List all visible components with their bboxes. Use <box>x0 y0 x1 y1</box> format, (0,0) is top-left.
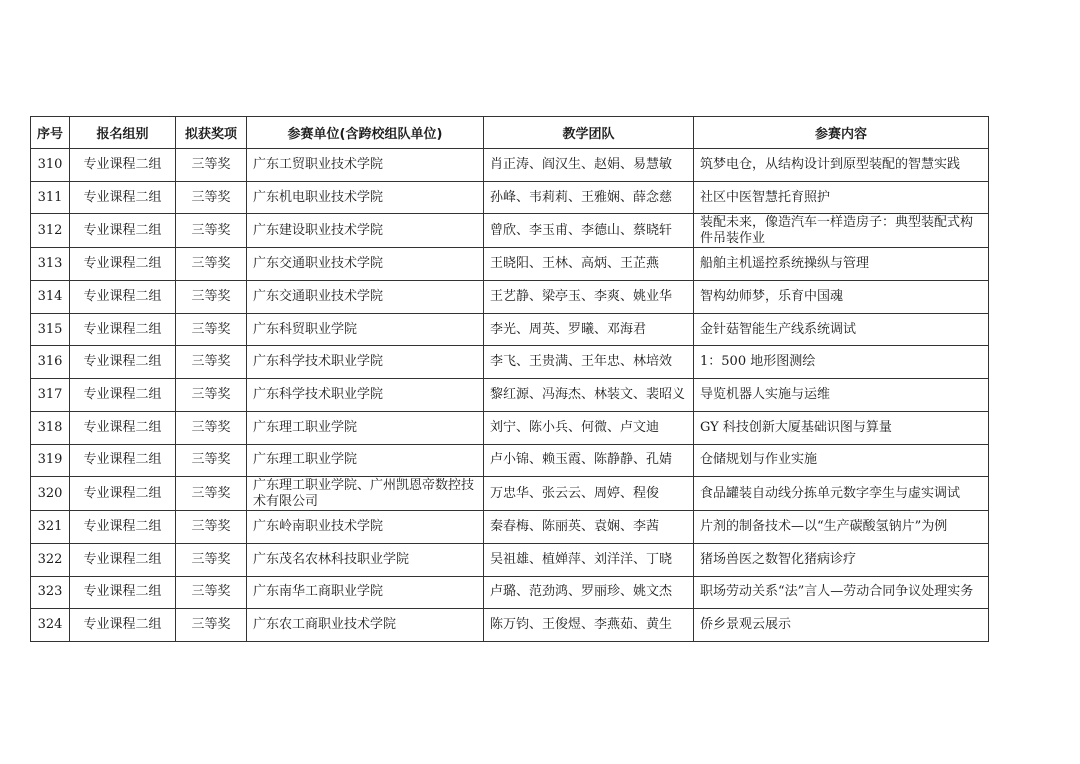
cell-team: 吴祖雄、植婵萍、刘洋洋、丁晓 <box>484 543 694 576</box>
cell-award: 三等奖 <box>176 511 247 544</box>
cell-team: 万忠华、张云云、周婷、程俊 <box>484 477 694 511</box>
cell-group: 专业课程二组 <box>70 281 176 314</box>
cell-group: 专业课程二组 <box>70 181 176 214</box>
cell-content: 船舶主机遥控系统操纵与管理 <box>694 248 989 281</box>
cell-unit: 广东科贸职业学院 <box>247 313 484 346</box>
cell-award: 三等奖 <box>176 576 247 609</box>
cell-group: 专业课程二组 <box>70 214 176 248</box>
cell-award: 三等奖 <box>176 543 247 576</box>
table-row <box>31 248 989 281</box>
cell-content: 片剂的制备技术—以“生产碳酸氢钠片”为例 <box>694 511 989 544</box>
cell-unit: 广东交通职业技术学院 <box>247 281 484 314</box>
table-row <box>31 511 989 544</box>
cell-index: 317 <box>31 379 70 412</box>
cell-team: 卢小锦、赖玉霞、陈静静、孔婧 <box>484 444 694 477</box>
cell-team: 秦春梅、陈丽英、袁娴、李茜 <box>484 511 694 544</box>
cell-team: 孙峰、韦莉莉、王雅娴、薛念慈 <box>484 181 694 214</box>
header-content: 参赛内容 <box>694 117 989 149</box>
cell-award: 三等奖 <box>176 379 247 412</box>
cell-unit: 广东理工职业学院、广州凯恩帝数控技术有限公司 <box>247 477 484 511</box>
table-row <box>31 149 989 182</box>
header-unit: 参赛单位(含跨校组队单位) <box>247 117 484 149</box>
cell-unit: 广东岭南职业技术学院 <box>247 511 484 544</box>
table-row <box>31 444 989 477</box>
cell-index: 321 <box>31 511 70 544</box>
cell-team: 曾欣、李玉甫、李德山、蔡晓轩 <box>484 214 694 248</box>
table-row <box>31 346 989 379</box>
table-row <box>31 281 989 314</box>
cell-content: 装配未来，像造汽车一样造房子：典型装配式构件吊装作业 <box>694 214 989 248</box>
awards-table <box>30 116 989 642</box>
cell-team: 李飞、王贵满、王年忠、林培效 <box>484 346 694 379</box>
cell-award: 三等奖 <box>176 248 247 281</box>
awards-table-container <box>30 116 989 642</box>
cell-unit: 广东科学技术职业学院 <box>247 379 484 412</box>
cell-team: 王艺静、梁亭玉、李爽、姚业华 <box>484 281 694 314</box>
cell-team: 卢璐、范劲鸿、罗丽珍、姚文杰 <box>484 576 694 609</box>
table-row <box>31 543 989 576</box>
header-group: 报名组别 <box>70 117 176 149</box>
cell-award: 三等奖 <box>176 313 247 346</box>
cell-index: 313 <box>31 248 70 281</box>
cell-index: 311 <box>31 181 70 214</box>
cell-content: 1：500 地形图测绘 <box>694 346 989 379</box>
table-row <box>31 379 989 412</box>
table-row <box>31 181 989 214</box>
cell-team: 李光、周英、罗曦、邓海君 <box>484 313 694 346</box>
cell-index: 319 <box>31 444 70 477</box>
cell-unit: 广东南华工商职业学院 <box>247 576 484 609</box>
cell-award: 三等奖 <box>176 181 247 214</box>
cell-content: 社区中医智慧托育照护 <box>694 181 989 214</box>
cell-index: 324 <box>31 609 70 642</box>
cell-award: 三等奖 <box>176 411 247 444</box>
cell-index: 318 <box>31 411 70 444</box>
cell-group: 专业课程二组 <box>70 576 176 609</box>
cell-content: 猪场兽医之数智化猪病诊疗 <box>694 543 989 576</box>
cell-index: 315 <box>31 313 70 346</box>
cell-team: 刘宁、陈小兵、何微、卢文迪 <box>484 411 694 444</box>
cell-team: 肖正涛、阎汉生、赵娟、易慧敏 <box>484 149 694 182</box>
cell-index: 316 <box>31 346 70 379</box>
cell-group: 专业课程二组 <box>70 313 176 346</box>
cell-group: 专业课程二组 <box>70 444 176 477</box>
cell-index: 310 <box>31 149 70 182</box>
cell-unit: 广东交通职业技术学院 <box>247 248 484 281</box>
cell-content: 智构幼师梦，乐育中国魂 <box>694 281 989 314</box>
cell-group: 专业课程二组 <box>70 609 176 642</box>
table-row <box>31 214 989 248</box>
cell-unit: 广东建设职业技术学院 <box>247 214 484 248</box>
cell-index: 322 <box>31 543 70 576</box>
cell-content: 导览机器人实施与运维 <box>694 379 989 412</box>
cell-content: 职场劳动关系“法”言人—劳动合同争议处理实务 <box>694 576 989 609</box>
header-team: 教学团队 <box>484 117 694 149</box>
cell-unit: 广东茂名农林科技职业学院 <box>247 543 484 576</box>
cell-unit: 广东理工职业学院 <box>247 411 484 444</box>
cell-group: 专业课程二组 <box>70 346 176 379</box>
cell-content: 食品罐装自动线分拣单元数字孪生与虚实调试 <box>694 477 989 511</box>
table-row <box>31 576 989 609</box>
cell-award: 三等奖 <box>176 444 247 477</box>
header-award: 拟获奖项 <box>176 117 247 149</box>
cell-unit: 广东农工商职业技术学院 <box>247 609 484 642</box>
cell-unit: 广东工贸职业技术学院 <box>247 149 484 182</box>
table-row <box>31 477 989 511</box>
cell-index: 314 <box>31 281 70 314</box>
cell-team: 黎红源、冯海杰、林装文、裴昭义 <box>484 379 694 412</box>
cell-content: 仓储规划与作业实施 <box>694 444 989 477</box>
cell-unit: 广东科学技术职业学院 <box>247 346 484 379</box>
cell-unit: 广东理工职业学院 <box>247 444 484 477</box>
table-row <box>31 313 989 346</box>
cell-content: 金针菇智能生产线系统调试 <box>694 313 989 346</box>
cell-group: 专业课程二组 <box>70 411 176 444</box>
cell-group: 专业课程二组 <box>70 543 176 576</box>
cell-group: 专业课程二组 <box>70 379 176 412</box>
header-index: 序号 <box>31 117 70 149</box>
cell-award: 三等奖 <box>176 149 247 182</box>
cell-index: 323 <box>31 576 70 609</box>
cell-content: GY 科技创新大厦基础识图与算量 <box>694 411 989 444</box>
cell-award: 三等奖 <box>176 281 247 314</box>
table-body <box>31 149 989 642</box>
cell-content: 侨乡景观云展示 <box>694 609 989 642</box>
cell-index: 320 <box>31 477 70 511</box>
cell-unit: 广东机电职业技术学院 <box>247 181 484 214</box>
cell-group: 专业课程二组 <box>70 248 176 281</box>
cell-award: 三等奖 <box>176 609 247 642</box>
cell-group: 专业课程二组 <box>70 511 176 544</box>
cell-group: 专业课程二组 <box>70 477 176 511</box>
cell-award: 三等奖 <box>176 477 247 511</box>
cell-team: 王晓阳、王林、高炳、王芷燕 <box>484 248 694 281</box>
cell-award: 三等奖 <box>176 214 247 248</box>
table-header-row <box>31 117 989 149</box>
cell-award: 三等奖 <box>176 346 247 379</box>
table-row <box>31 609 989 642</box>
cell-team: 陈万钧、王俊煜、李燕茹、黄生 <box>484 609 694 642</box>
cell-group: 专业课程二组 <box>70 149 176 182</box>
cell-content: 筑梦电仓，从结构设计到原型装配的智慧实践 <box>694 149 989 182</box>
cell-index: 312 <box>31 214 70 248</box>
table-row <box>31 411 989 444</box>
